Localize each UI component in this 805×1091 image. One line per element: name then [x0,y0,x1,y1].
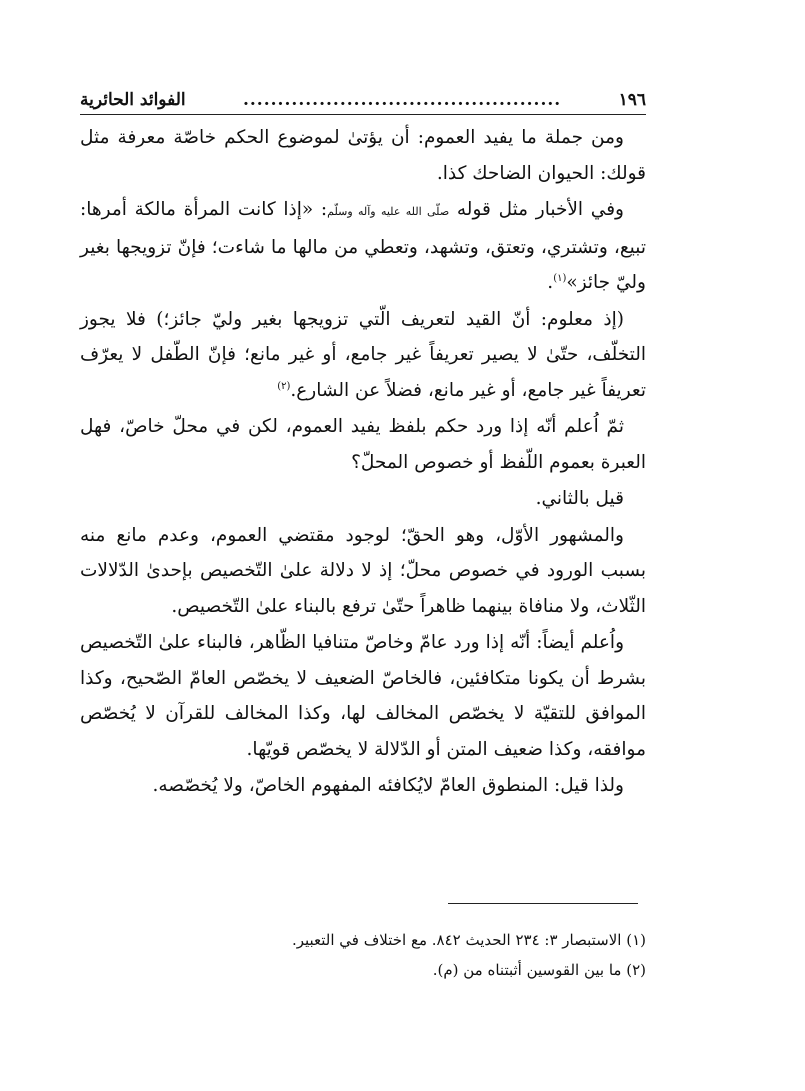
paragraph-6: والمشهور الأوّل، وهو الحقّ؛ لوجود مقتضي العموم، وعدم مانع منه بسبب الورود في خصوص محلّ؛ إذ لا دلالة علىٰ التّخصيص بإحدىٰ الدّلالات الثّلاث، ولا منافاة بينهما ظاهراً حتّىٰ ترفع بالبناء علىٰ التّخصيص. [80,524,646,617]
salawat-text: صلّى الله عليه وآله وسلّم [327,205,450,218]
footnote-1: (١) الاستبصار ٣: ٢٣٤ الحديث ٨٤٢. مع اختلاف في التعبير. [291,931,646,949]
page-number: ١٩٦ [618,90,646,110]
footnote-separator [448,903,638,904]
hadith-end: . [547,272,554,293]
paragraph-5: قيل بالثاني. [535,488,624,509]
header-leader-dots: .............................................. [242,90,562,110]
footnotes [80,925,646,985]
footnote-ref-2[interactable]: (٢) [277,380,291,392]
footnote-2: (٢) ما بين القوسين أثبتناه من (م). [432,961,646,979]
paragraph-4: ثمّ اُعلم أنّه إذا ورد حكم بلفظ يفيد العموم، لكن في محلّ خاصّ، فهل العبرة بعموم اللّفظ أو خصوص المحلّ؟ [80,416,646,473]
hadith-intro: وفي الأخبار مثل قوله [456,199,624,220]
body-text [80,120,646,805]
paragraph-7: واُعلم أيضاً: أنّه إذا ورد عامّ وخاصّ متنافيا الظّاهر، فالبناء علىٰ التّخصيص بشرط أن يكونا متكافئين، فالخاصّ الضعيف لا يخصّص العامّ الصّحيح، وكذا الموافق للتقيّة لا يخصّص المخالف لها، وكذا المخالف للقرآن لا يُخصّص موافقه، وكذا ضعيف المتن أو الدّلالة لا يخصّص قويّها. [80,632,646,760]
paragraph-3-text: (إذ معلوم: أنّ القيد لتعريف الّتي تزويجها بغير وليّ جائز؛) فلا يجوز التخلّف، حتّىٰ لا يصير تعريفاً غير جامع، أو غير مانع؛ فإنّ الطّفل لا يعرّف تعريفاً غير جامع، أو غير مانع، فضلاً عن الشارع. [80,308,646,401]
paragraph-3 [80,302,646,409]
footnote-ref-1[interactable]: (١) [553,272,567,284]
paragraph-hadith [80,192,646,301]
paragraph-1: ومن جملة ما يفيد العموم: أن يؤتىٰ لموضوع الحكم خاصّة معرفة مثل قولك: الحيوان الضاحك كذا. [80,127,646,184]
hadith-quote: : «إذا كانت المرأة مالكة أمرها: تبيع، وتشتري، وتعتق، وتشهد، وتعطي من مالها ما شاءت؛ فإنّ تزويجها بغير وليّ جائز» [80,199,646,293]
page-header [80,82,646,115]
running-title: الفوائد الحائرية [80,90,186,110]
paragraph-8: ولذا قيل: المنطوق العامّ لايُكافئه المفهوم الخاصّ، ولا يُخصّصه. [152,775,624,796]
